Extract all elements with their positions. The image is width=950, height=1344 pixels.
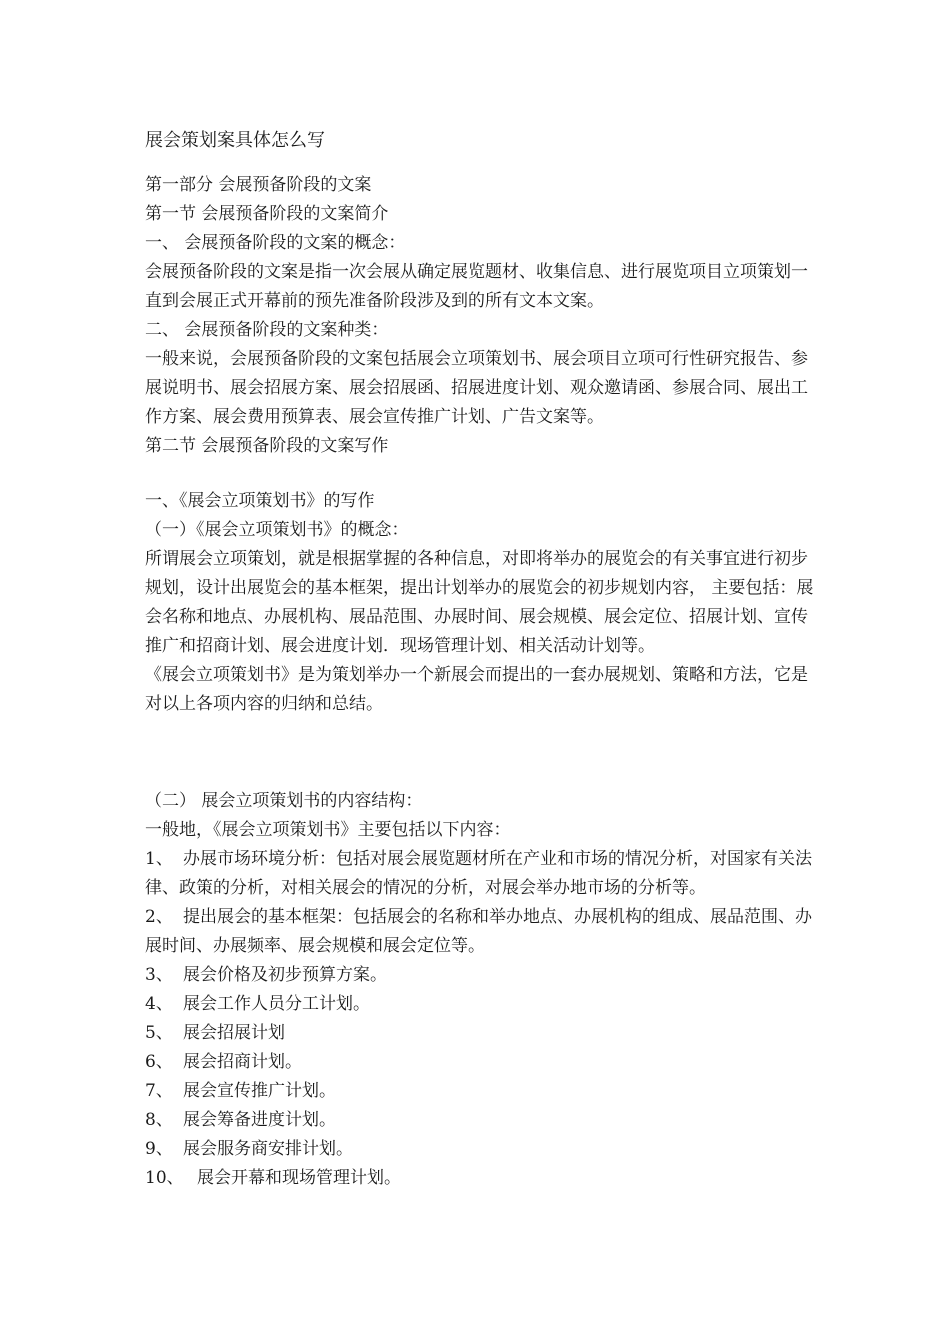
structure-heading: （二） 展会立项策划书的内容结构： <box>145 791 423 811</box>
concept-heading: （一）《展会立项策划书》的概念： <box>145 520 409 540</box>
list-item <box>145 1164 815 1193</box>
writing-heading: 一、《展会立项策划书》的写作 <box>145 491 375 511</box>
list-item-number: 6、 <box>145 1052 173 1072</box>
list-item-number: 10、 <box>145 1168 184 1188</box>
list-item-number: 4、 <box>145 994 173 1014</box>
structure-section <box>145 787 815 1193</box>
section2-heading: 第二节 会展预备阶段的文案写作 <box>145 436 389 456</box>
structure-intro: 一般地，《展会立项策划书》主要包括以下内容： <box>145 820 511 840</box>
list-item-number: 7、 <box>145 1081 173 1101</box>
list-item-number: 1、 <box>145 849 173 869</box>
list-item <box>145 1106 815 1135</box>
list-item <box>145 845 815 903</box>
list-item-number: 9、 <box>145 1139 173 1159</box>
concept-body-2: 《展会立项策划书》是为策划举办一个新展会而提出的一套办展规划、策略和方法，它是对以上各项内容的归纳和总结。 <box>145 665 808 714</box>
part1-section <box>145 171 815 461</box>
list-item-text: 展会服务商安排计划。 <box>183 1139 353 1159</box>
list-item-text: 展会筹备进度计划。 <box>183 1110 336 1130</box>
writing-section <box>145 487 815 719</box>
item2-body: 一般来说，会展预备阶段的文案包括展会立项策划书、展会项目立项可行性研究报告、参展说明书、展会招展方案、展会招展函、招展进度计划、观众邀请函、参展合同、展出工作方案、展会费用预算表、展会宣传推广计划、广告文案等。 <box>145 349 808 427</box>
list-item <box>145 961 815 990</box>
list-item-text: 展会价格及初步预算方案。 <box>183 965 387 985</box>
concept-body-1: 所谓展会立项策划，就是根据掌握的各种信息，对即将举办的展览会的有关事宜进行初步规划，设计出展览会的基本框架，提出计划举办的展览会的初步规划内容， 主要包括：展会名称和地点、办展机构、展品范围、办展时间、展会规模、展会定位、招展计划、宣传推广和招商计划、展会进度计划．现场管理计划、相关活动计划等。 <box>145 549 814 656</box>
list-item <box>145 990 815 1019</box>
list-item-number: 5、 <box>145 1023 173 1043</box>
item2-heading: 二、 会展预备阶段的文案种类： <box>145 320 389 340</box>
list-item <box>145 903 815 961</box>
section1-heading: 第一节 会展预备阶段的文案简介 <box>145 204 389 224</box>
list-item-text: 提出展会的基本框架：包括展会的名称和举办地点、办展机构的组成、展品范围、办展时间、办展频率、展会规模和展会定位等。 <box>145 907 812 956</box>
item1-body: 会展预备阶段的文案是指一次会展从确定展览题材、收集信息、进行展览项目立项策划一直到会展正式开幕前的预先准备阶段涉及到的所有文本文案。 <box>145 262 808 311</box>
list-item-number: 2、 <box>145 907 173 927</box>
list-item <box>145 1048 815 1077</box>
item1-heading: 一、 会展预备阶段的文案的概念： <box>145 233 406 253</box>
list-item-number: 8、 <box>145 1110 173 1130</box>
list-item <box>145 1135 815 1164</box>
list-item-text: 展会招商计划。 <box>183 1052 302 1072</box>
list-item-text: 展会宣传推广计划。 <box>183 1081 336 1101</box>
list-item-text: 展会工作人员分工计划。 <box>183 994 370 1014</box>
list-item-text: 办展市场环境分析：包括对展会展览题材所在产业和市场的情况分析，对国家有关法律、政策的分析，对相关展会的情况的分析，对展会举办地市场的分析等。 <box>145 849 812 898</box>
document-title: 展会策划案具体怎么写 <box>145 130 325 151</box>
list-item-number: 3、 <box>145 965 173 985</box>
list-item <box>145 1019 815 1048</box>
part1-heading: 第一部分 会展预备阶段的文案 <box>145 175 372 195</box>
list-item-text: 展会开幕和现场管理计划。 <box>197 1168 401 1188</box>
list-item <box>145 1077 815 1106</box>
list-item-text: 展会招展计划 <box>183 1023 285 1043</box>
